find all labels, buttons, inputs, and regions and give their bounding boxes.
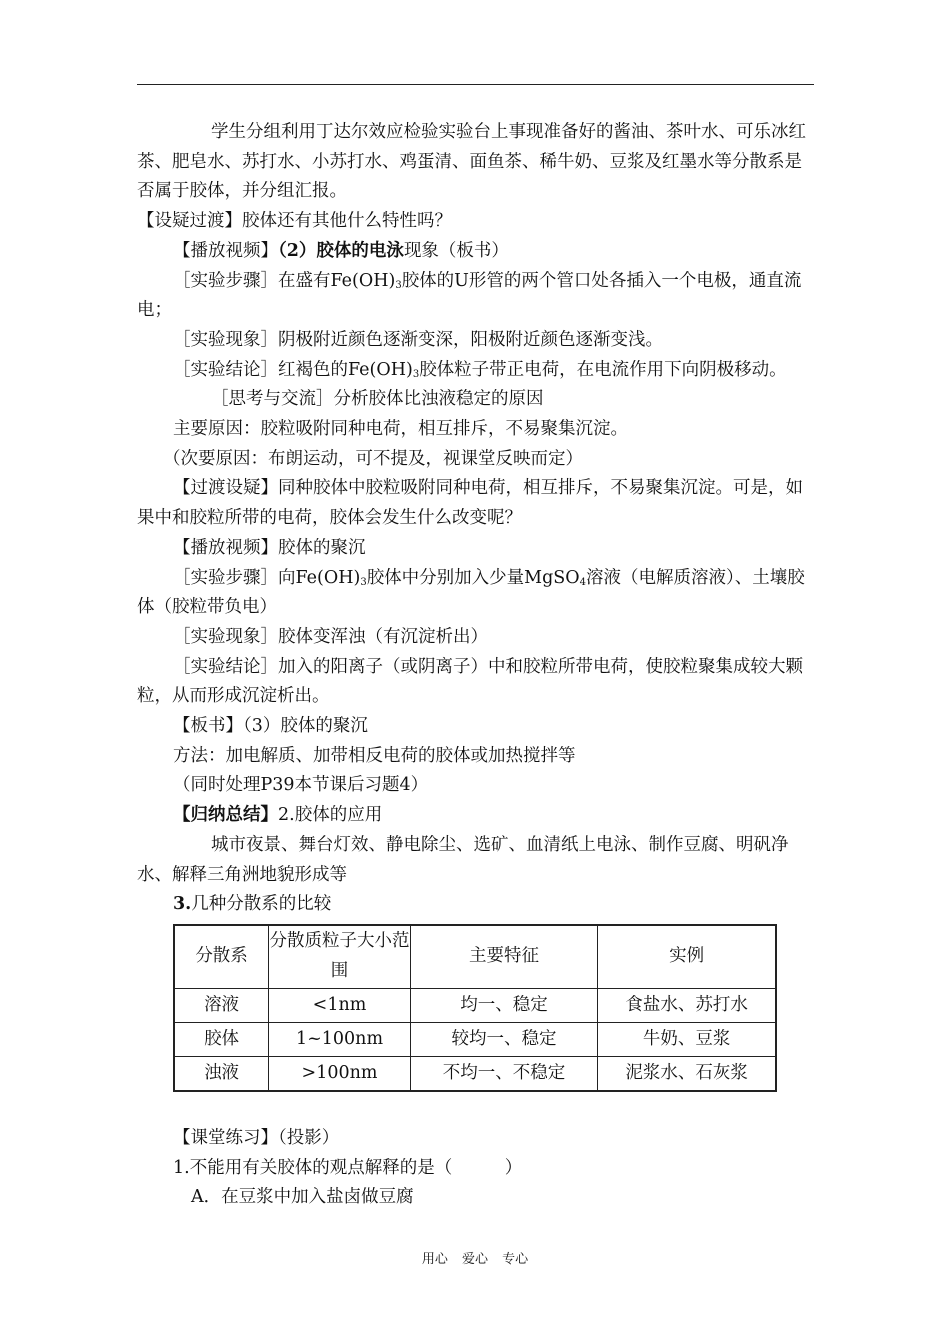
subscript: 3 [412,368,420,380]
text: 胶体还有其他什么特性吗？ [242,211,452,232]
subscript: 3 [360,576,367,588]
table-cell: 牛奶、豆浆 [598,1022,776,1056]
section-heading: （2）胶体的电泳 [278,240,404,261]
applications: 城市夜景、舞台灯效、静电除尘、选矿、血清纸上电泳、制作豆腐、明矾净水、解释三角洲地貌形成等 [137,834,789,885]
video-coagulation [137,534,814,564]
table-cell: 食盐水、苏打水 [598,988,776,1022]
summary [137,801,814,831]
tag: 【设疑过渡】 [137,211,242,232]
header-cell: 实例 [598,925,776,989]
subscript: 3 [395,279,402,291]
tag: 【板书】 [173,716,243,737]
table-cell: 不均一、不稳定 [410,1056,597,1091]
table-cell: 泥浆水、石灰浆 [598,1056,776,1091]
transition-question-2 [137,474,814,533]
transition-question-1 [137,207,814,237]
tag: 【归纳总结】 [173,805,278,826]
experiment1-phenomenon: ［实验现象］阴极附近颜色逐渐变深，阳极附近颜色逐渐变浅。 [173,329,663,350]
text: ［实验步骤］向Fe(OH) [173,567,361,588]
table-cell: 溶液 [174,988,269,1022]
text: （3）胶体的聚沉 [243,716,368,737]
experiment1-conclusion [137,356,814,386]
header-rule [137,84,814,85]
table-cell: 浊液 [174,1056,269,1091]
text: 溶液（电解质溶液）、土壤胶体（胶粒带负电） [137,567,805,618]
table-row [174,1056,776,1091]
spacer [137,1100,814,1124]
text: （投影） [278,1127,340,1148]
experiment1-steps [137,267,814,326]
secondary-reason: （次要原因：布朗运动，可不提及，视课堂反映而定） [163,448,583,469]
question-1-option-a: A．在豆浆中加入盐卤做豆腐 [191,1187,414,1208]
comparison-table [173,924,777,1092]
text: 2.胶体的应用 [278,805,383,826]
comparison-table-wrapper [173,924,814,1092]
tag: 【过渡设疑】 [173,478,278,499]
board-writing [137,712,814,742]
header-cell: 主要特征 [410,925,597,989]
text: 胶体的U形管的两个管口处各插入一个电极，通直流电； [137,270,802,321]
text: 现象（板书） [403,240,509,261]
header-cell: 分散系 [174,925,269,989]
subscript: 4 [579,576,587,588]
experiment2-phenomenon: ［实验现象］胶体变浑浊（有沉淀析出） [173,626,488,647]
text: ［实验步骤］在盛有Fe(OH) [173,270,396,291]
video-electrophoresis [137,237,814,267]
experiment2-conclusion: ［实验结论］加入的阳离子（或阴离子）中和胶粒所带电荷，使胶粒聚集成较大颗粒，从而形成沉淀析出。 [137,656,803,707]
homework-note: （同时处理P39本节课后习题4） [173,775,429,796]
table-cell: <1nm [269,988,411,1022]
text: 同种胶体中胶粒吸附同种电荷，相互排斥，不易聚集沉淀。可是，如果中和胶粒所带的电荷，胶体会发生什么改变呢？ [137,478,803,529]
table-cell: 均一、稳定 [410,988,597,1022]
table-cell: 胶体 [174,1022,269,1056]
tag: 【播放视频】 [173,537,278,558]
intro-paragraph: 学生分组利用丁达尔效应检验实验台上事现准备好的酱油、茶叶水、可乐冰红茶、肥皂水、苏打水、小苏打水、鸡蛋清、面鱼茶、稀牛奶、豆浆及红墨水等分散系是否属于胶体，并分组汇报。 [137,122,806,202]
comparison-title [137,890,814,920]
text: ［实验结论］红褐色的Fe(OH) [173,359,413,380]
class-practice [137,1124,814,1154]
experiment2-steps [137,564,814,623]
think-and-exchange: ［思考与交流］分析胶体比浊液稳定的原因 [211,389,544,410]
table-header-row [174,925,776,989]
question-1: 1.不能用有关胶体的观点解释的是（ ） [173,1157,523,1178]
text: 几种分散系的比较 [191,894,332,915]
tag: 【播放视频】 [173,240,278,261]
table-row [174,988,776,1022]
document-body [137,118,814,1213]
header-cell: 分散质粒子大小范围 [269,925,411,989]
number: 3. [173,894,192,915]
text: 胶体粒子带正电荷，在电流作用下向阴极移动。 [419,359,787,380]
table-cell: 较均一、稳定 [410,1022,597,1056]
page-footer: 用心 爱心 专心 [421,1252,529,1267]
tag: 【课堂练习】 [173,1127,278,1148]
main-reason: 主要原因：胶粒吸附同种电荷，相互排斥，不易聚集沉淀。 [173,419,628,440]
text: 胶体中分别加入少量MgSO [366,567,580,588]
method: 方法：加电解质、加带相反电荷的胶体或加热搅拌等 [173,745,576,766]
table-cell: >100nm [269,1056,411,1091]
table-row [174,1022,776,1056]
table-cell: 1~100nm [269,1022,411,1056]
text: 胶体的聚沉 [278,537,366,558]
